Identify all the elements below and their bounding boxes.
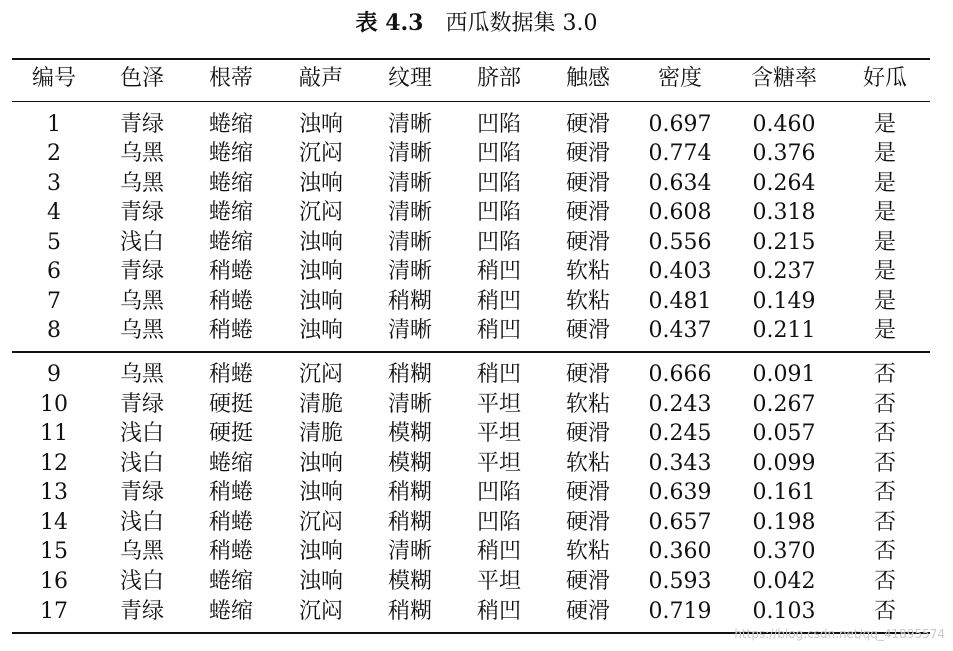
table-cell: 清晰 xyxy=(387,230,432,255)
table-cell: 稍蜷 xyxy=(208,510,253,535)
table-cell: 清晰 xyxy=(387,112,432,137)
table-row xyxy=(0,110,953,140)
table-cell: 浊响 xyxy=(298,230,343,255)
table-cell: 0.666 xyxy=(648,362,712,387)
table-cell: 浊响 xyxy=(298,451,343,476)
table-row xyxy=(0,449,953,479)
table-cell: 硬滑 xyxy=(565,510,610,535)
table-cell: 0.211 xyxy=(752,318,816,343)
table-cell: 沉闷 xyxy=(298,362,343,387)
table-cell: 0.657 xyxy=(648,510,712,535)
table-row xyxy=(0,360,953,390)
table-cell: 硬滑 xyxy=(565,569,610,594)
table-cell: 稍凹 xyxy=(476,539,521,564)
table-cell: 乌黑 xyxy=(119,362,164,387)
table-cell: 10 xyxy=(40,392,68,417)
table-cell: 硬滑 xyxy=(565,480,610,505)
table-row xyxy=(0,508,953,538)
table-cell: 14 xyxy=(40,510,68,535)
table-cell: 0.264 xyxy=(752,171,816,196)
table-cell: 清脆 xyxy=(298,392,343,417)
table-cell: 5 xyxy=(47,230,61,255)
table-cell: 8 xyxy=(47,318,61,343)
table-cell: 凹陷 xyxy=(476,480,521,505)
table-cell: 0.719 xyxy=(648,599,712,624)
table-cell: 软粘 xyxy=(565,451,610,476)
table-caption xyxy=(0,8,953,39)
table-cell: 清晰 xyxy=(387,392,432,417)
table-cell: 0.634 xyxy=(648,171,712,196)
table-cell: 蜷缩 xyxy=(208,451,253,476)
table-cell: 凹陷 xyxy=(476,200,521,225)
table-cell: 软粘 xyxy=(565,392,610,417)
table-cell: 0.343 xyxy=(648,451,712,476)
table-cell: 沉闷 xyxy=(298,200,343,225)
table-cell: 硬滑 xyxy=(565,362,610,387)
table-cell: 稍凹 xyxy=(476,289,521,314)
table-row xyxy=(0,198,953,228)
table-cell: 9 xyxy=(47,362,61,387)
table-cell: 稍蜷 xyxy=(208,362,253,387)
table-cell: 平坦 xyxy=(476,421,521,446)
table-cell: 模糊 xyxy=(387,569,432,594)
table-cell: 稍糊 xyxy=(387,480,432,505)
table-cell: 否 xyxy=(873,480,896,505)
table-cell: 17 xyxy=(40,599,68,624)
table-cell: 0.774 xyxy=(648,141,712,166)
table-cell: 0.149 xyxy=(752,289,816,314)
table-row xyxy=(0,287,953,317)
table-cell: 0.243 xyxy=(648,392,712,417)
table-cell: 0.245 xyxy=(648,421,712,446)
table-cell: 清晰 xyxy=(387,259,432,284)
table-cell: 0.237 xyxy=(752,259,816,284)
table-cell: 硬滑 xyxy=(565,230,610,255)
table-cell: 2 xyxy=(47,141,61,166)
table-cell: 0.267 xyxy=(752,392,816,417)
table-cell: 稍蜷 xyxy=(208,480,253,505)
table-number: 表 4.3 xyxy=(355,10,424,36)
table-cell: 0.360 xyxy=(648,539,712,564)
table-cell: 乌黑 xyxy=(119,539,164,564)
table-cell: 稍凹 xyxy=(476,362,521,387)
header-rule xyxy=(12,101,930,102)
table-cell: 否 xyxy=(873,392,896,417)
table-cell: 青绿 xyxy=(119,392,164,417)
table-cell: 0.318 xyxy=(752,200,816,225)
table-cell: 沉闷 xyxy=(298,510,343,535)
table-cell: 稍凹 xyxy=(476,318,521,343)
table-cell: 0.042 xyxy=(752,569,816,594)
table-cell: 平坦 xyxy=(476,569,521,594)
table-row xyxy=(0,316,953,346)
table-cell: 稍糊 xyxy=(387,362,432,387)
table-cell: 硬滑 xyxy=(565,318,610,343)
table-cell: 6 xyxy=(47,259,61,284)
column-header: 密度 xyxy=(657,66,702,91)
table-cell: 稍蜷 xyxy=(208,259,253,284)
table-cell: 0.460 xyxy=(752,112,816,137)
table-cell: 稍蜷 xyxy=(208,539,253,564)
table-cell: 稍蜷 xyxy=(208,289,253,314)
table-cell: 是 xyxy=(873,112,896,137)
table-cell: 0.403 xyxy=(648,259,712,284)
table-cell: 浊响 xyxy=(298,289,343,314)
table-cell: 稍凹 xyxy=(476,259,521,284)
table-title: 西瓜数据集 3.0 xyxy=(445,11,598,36)
table-row xyxy=(0,139,953,169)
table-cell: 软粘 xyxy=(565,259,610,284)
column-header: 敲声 xyxy=(298,66,343,91)
table-cell: 0.091 xyxy=(752,362,816,387)
table-cell: 乌黑 xyxy=(119,171,164,196)
table-cell: 青绿 xyxy=(119,200,164,225)
table-cell: 稍凹 xyxy=(476,599,521,624)
table-cell: 模糊 xyxy=(387,451,432,476)
table-cell: 乌黑 xyxy=(119,141,164,166)
table-cell: 清晰 xyxy=(387,141,432,166)
column-header: 触感 xyxy=(565,66,610,91)
table-cell: 清晰 xyxy=(387,171,432,196)
table-cell: 0.481 xyxy=(648,289,712,314)
table-cell: 否 xyxy=(873,569,896,594)
table-cell: 浊响 xyxy=(298,569,343,594)
table-cell: 是 xyxy=(873,259,896,284)
table-cell: 稍糊 xyxy=(387,510,432,535)
table-cell: 0.593 xyxy=(648,569,712,594)
table-cell: 0.376 xyxy=(752,141,816,166)
table-cell: 清晰 xyxy=(387,539,432,564)
table-cell: 浊响 xyxy=(298,112,343,137)
table-cell: 浊响 xyxy=(298,259,343,284)
table-cell: 否 xyxy=(873,599,896,624)
column-header: 编号 xyxy=(31,66,76,91)
table-cell: 蜷缩 xyxy=(208,171,253,196)
table-cell: 硬滑 xyxy=(565,599,610,624)
table-cell: 16 xyxy=(40,569,68,594)
table-cell: 浊响 xyxy=(298,318,343,343)
table-cell: 否 xyxy=(873,421,896,446)
table-cell: 硬滑 xyxy=(565,171,610,196)
table-cell: 稍蜷 xyxy=(208,318,253,343)
table-cell: 是 xyxy=(873,141,896,166)
watermark: https://blog.csdn.net/qq_41895574 xyxy=(734,627,945,641)
table-cell: 0.215 xyxy=(752,230,816,255)
table-cell: 沉闷 xyxy=(298,599,343,624)
table-cell: 浅白 xyxy=(119,510,164,535)
table-row xyxy=(0,537,953,567)
table-cell: 浅白 xyxy=(119,421,164,446)
group-separator-rule xyxy=(12,351,930,353)
table-cell: 15 xyxy=(40,539,68,564)
table-cell: 乌黑 xyxy=(119,289,164,314)
table-cell: 硬滑 xyxy=(565,421,610,446)
table-cell: 浊响 xyxy=(298,539,343,564)
table-cell: 4 xyxy=(47,200,61,225)
table-cell: 稍糊 xyxy=(387,599,432,624)
table-cell: 是 xyxy=(873,230,896,255)
table-row xyxy=(0,390,953,420)
table-cell: 浅白 xyxy=(119,569,164,594)
table-cell: 是 xyxy=(873,289,896,314)
table-cell: 硬滑 xyxy=(565,112,610,137)
table-cell: 12 xyxy=(40,451,68,476)
table-cell: 0.437 xyxy=(648,318,712,343)
table-cell: 硬滑 xyxy=(565,141,610,166)
table-cell: 清脆 xyxy=(298,421,343,446)
table-cell: 0.697 xyxy=(648,112,712,137)
column-header: 纹理 xyxy=(387,66,432,91)
column-header: 脐部 xyxy=(476,66,521,91)
column-header: 根蒂 xyxy=(208,66,253,91)
table-cell: 0.370 xyxy=(752,539,816,564)
table-cell: 11 xyxy=(40,421,68,446)
table-cell: 否 xyxy=(873,539,896,564)
table-row xyxy=(0,567,953,597)
table-cell: 3 xyxy=(47,171,61,196)
table-cell: 清晰 xyxy=(387,318,432,343)
table-cell: 青绿 xyxy=(119,599,164,624)
table-cell: 蜷缩 xyxy=(208,230,253,255)
table-cell: 青绿 xyxy=(119,259,164,284)
table-row xyxy=(0,478,953,508)
table-cell: 浅白 xyxy=(119,451,164,476)
top-rule xyxy=(12,58,930,60)
column-header: 好瓜 xyxy=(862,66,907,91)
table-cell: 蜷缩 xyxy=(208,200,253,225)
table-cell: 0.556 xyxy=(648,230,712,255)
table-cell: 0.608 xyxy=(648,200,712,225)
table-cell: 是 xyxy=(873,171,896,196)
table-cell: 青绿 xyxy=(119,480,164,505)
table-cell: 0.057 xyxy=(752,421,816,446)
table-cell: 是 xyxy=(873,200,896,225)
table-row xyxy=(0,169,953,199)
table-row xyxy=(0,597,953,627)
column-header: 色泽 xyxy=(119,66,164,91)
table-cell: 青绿 xyxy=(119,112,164,137)
table-cell: 蜷缩 xyxy=(208,599,253,624)
table-cell: 模糊 xyxy=(387,421,432,446)
table-cell: 0.099 xyxy=(752,451,816,476)
table-cell: 硬挺 xyxy=(208,421,253,446)
table-cell: 凹陷 xyxy=(476,510,521,535)
table-row xyxy=(0,419,953,449)
table-cell: 沉闷 xyxy=(298,141,343,166)
table-cell: 蜷缩 xyxy=(208,141,253,166)
table-cell: 浅白 xyxy=(119,230,164,255)
table-cell: 7 xyxy=(47,289,61,314)
table-cell: 稍糊 xyxy=(387,289,432,314)
table-cell: 硬滑 xyxy=(565,200,610,225)
table-cell: 凹陷 xyxy=(476,112,521,137)
header-row xyxy=(0,64,953,94)
table-cell: 否 xyxy=(873,451,896,476)
table-cell: 蜷缩 xyxy=(208,569,253,594)
table-cell: 0.639 xyxy=(648,480,712,505)
table-cell: 软粘 xyxy=(565,289,610,314)
table-cell: 0.161 xyxy=(752,480,816,505)
table-cell: 软粘 xyxy=(565,539,610,564)
table-cell: 0.103 xyxy=(752,599,816,624)
table-cell: 13 xyxy=(40,480,68,505)
table-cell: 硬挺 xyxy=(208,392,253,417)
table-cell: 否 xyxy=(873,510,896,535)
table-cell: 乌黑 xyxy=(119,318,164,343)
table-cell: 凹陷 xyxy=(476,141,521,166)
table-row xyxy=(0,228,953,258)
table-cell: 1 xyxy=(47,112,61,137)
table-cell: 是 xyxy=(873,318,896,343)
table-cell: 否 xyxy=(873,362,896,387)
table-cell: 清晰 xyxy=(387,200,432,225)
table-cell: 平坦 xyxy=(476,392,521,417)
column-header: 含糖率 xyxy=(750,66,817,91)
table-cell: 0.198 xyxy=(752,510,816,535)
table-cell: 浊响 xyxy=(298,480,343,505)
table-cell: 平坦 xyxy=(476,451,521,476)
table-cell: 浊响 xyxy=(298,171,343,196)
table-cell: 蜷缩 xyxy=(208,112,253,137)
table-cell: 凹陷 xyxy=(476,230,521,255)
table-cell: 凹陷 xyxy=(476,171,521,196)
table-row xyxy=(0,257,953,287)
